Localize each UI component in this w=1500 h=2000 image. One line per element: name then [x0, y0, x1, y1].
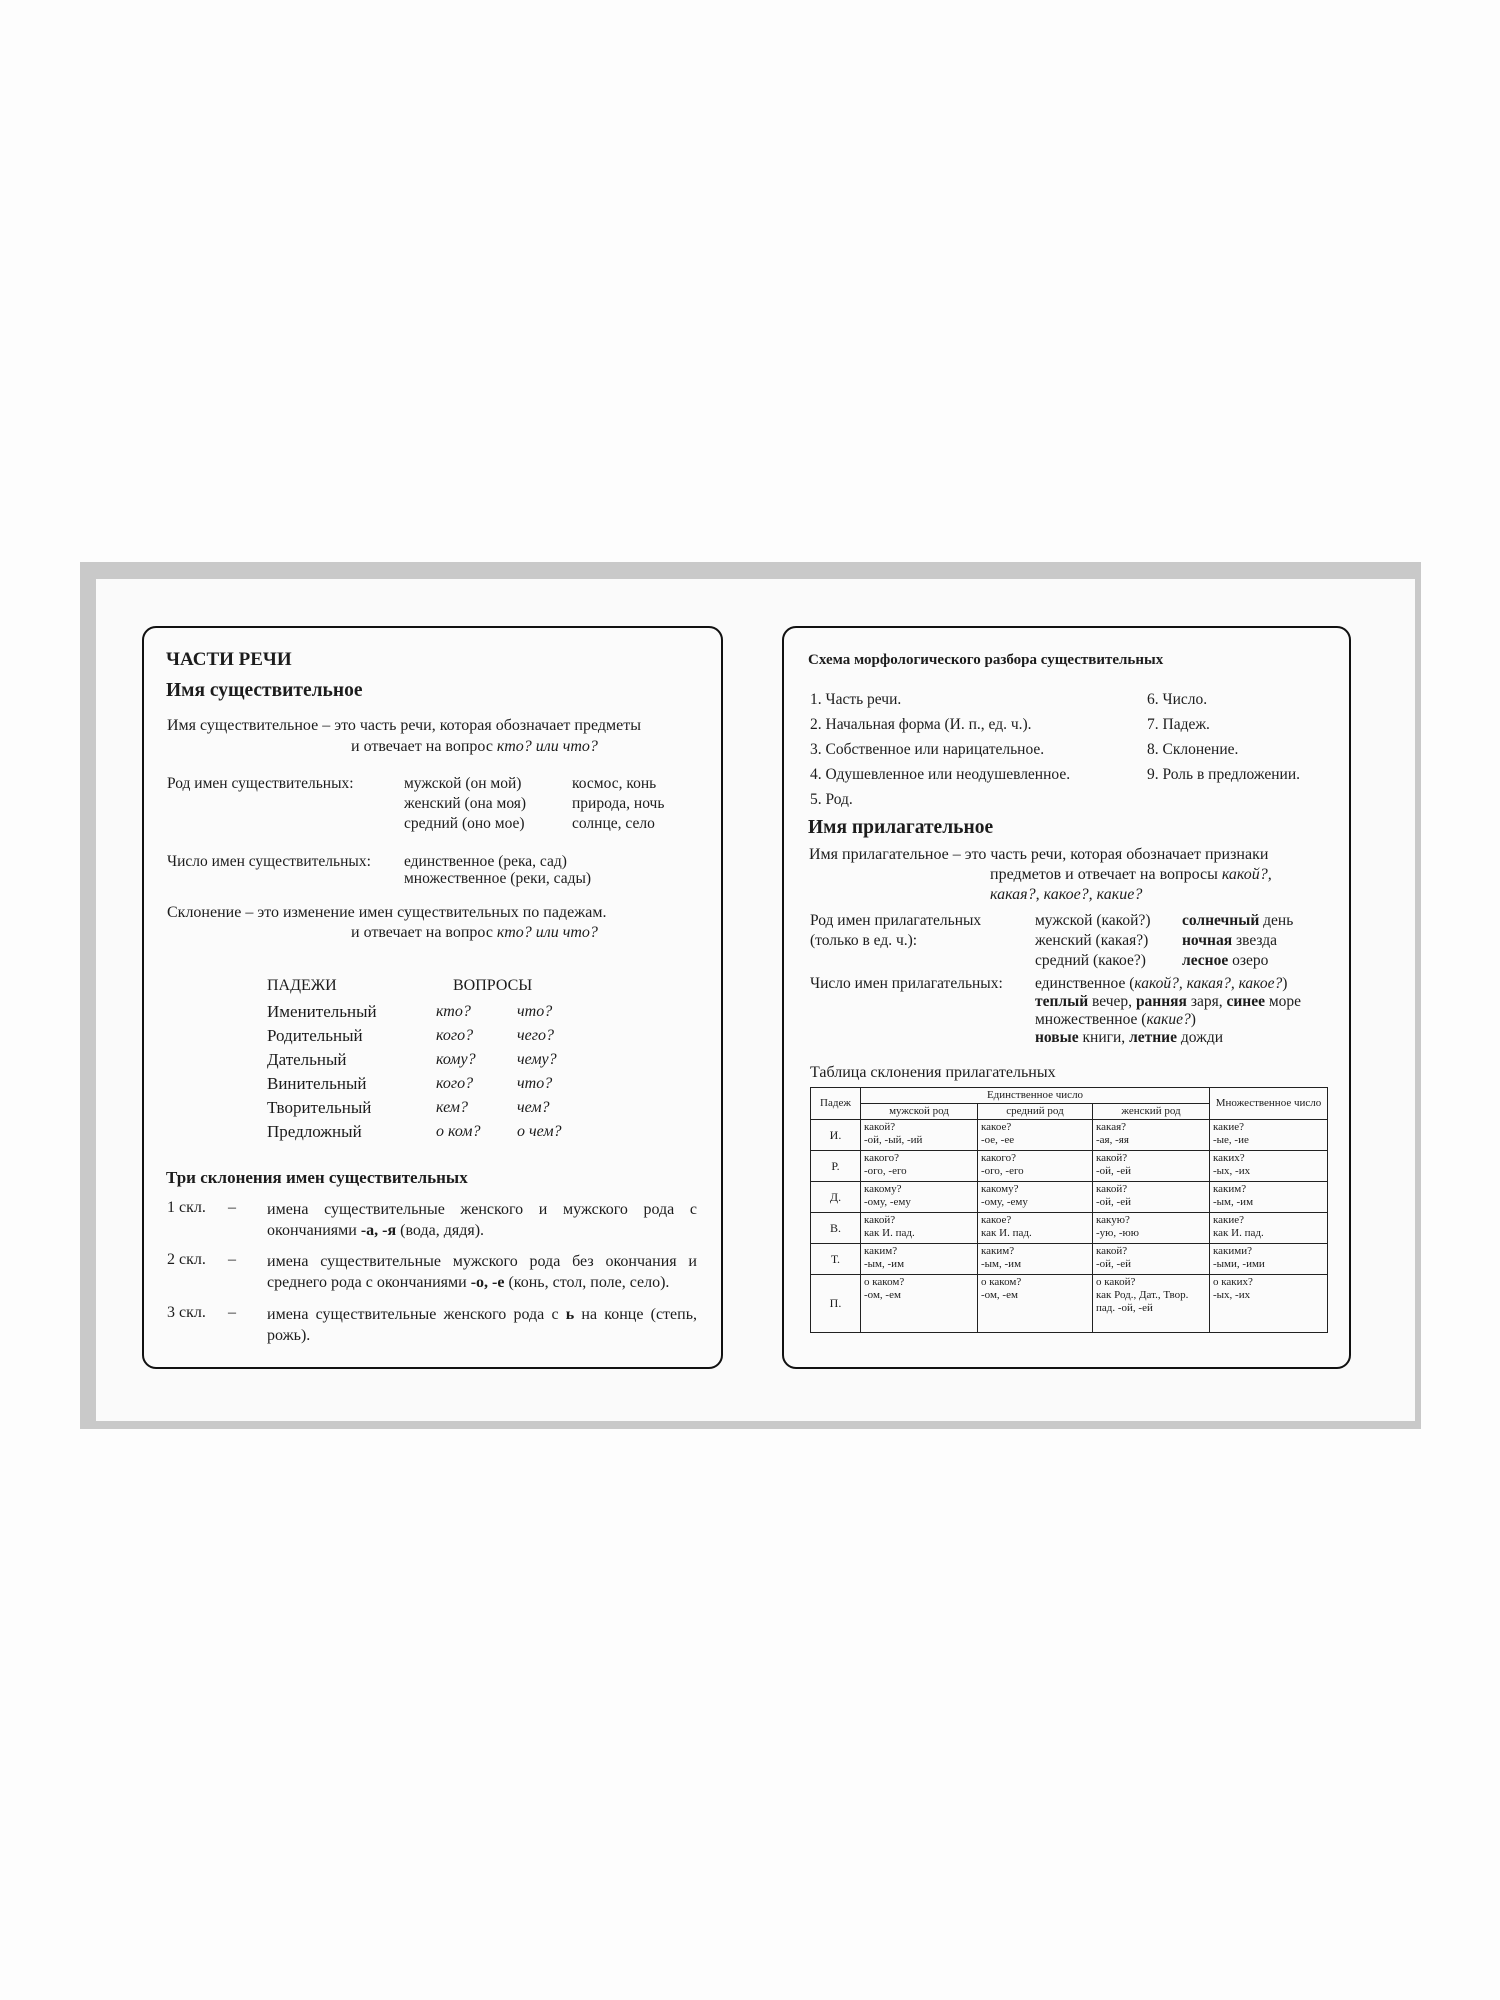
- table-cell: какому? -ому, -ему: [861, 1182, 978, 1213]
- gender-example: солнце, село: [572, 815, 655, 832]
- questions-header: ВОПРОСЫ: [453, 977, 533, 994]
- number-form: множественное (реки, сады): [404, 870, 592, 887]
- case-name: Родительный: [267, 1026, 363, 1045]
- adj-number-example: новые книги, летние дожди: [1035, 1029, 1224, 1046]
- adj-number-label: Число имен прилагательных:: [810, 975, 1003, 992]
- adj-gender-label: (только в ед. ч.):: [810, 932, 918, 949]
- adj-number-plural: множественное (какие?): [1035, 1011, 1196, 1028]
- table-cell: какие? -ые, -ие: [1210, 1120, 1328, 1151]
- header-neuter: средний род: [978, 1104, 1093, 1120]
- case-name: Творительный: [267, 1098, 372, 1117]
- table-cell: какой? -ой, -ей: [1093, 1182, 1210, 1213]
- table-cell: о каком? -ом, -ем: [861, 1275, 978, 1333]
- adj-number-example: теплый вечер, ранняя заря, синее море: [1035, 993, 1302, 1010]
- noun-definition-line1: Имя существительное – это часть речи, которая обозначает предметы: [167, 717, 641, 734]
- case-name: Именительный: [267, 1002, 377, 1021]
- declension-table: [810, 1087, 1328, 1333]
- table-header-row: [811, 1088, 1328, 1104]
- adj-gender-form: мужской (какой?): [1035, 912, 1151, 929]
- case-question: кого?: [436, 1027, 474, 1044]
- table-cell: каким? -ым, -им: [978, 1244, 1093, 1275]
- gender-form: женский (она моя): [404, 795, 527, 812]
- scheme-item: 5. Род.: [810, 791, 853, 808]
- case-name: Винительный: [267, 1074, 367, 1093]
- table-cell: какой? -ой, -ый, -ий: [861, 1120, 978, 1151]
- table-row: [811, 1213, 1328, 1244]
- declension-description: имена существительные женского и мужского рода с окончаниями -а, -я (вода, дядя).: [267, 1201, 697, 1239]
- table-row: [811, 1120, 1328, 1151]
- table-cell: какого? -ого, -его: [861, 1151, 978, 1182]
- case-cell: Т.: [811, 1244, 861, 1275]
- gender-example: космос, конь: [572, 775, 657, 792]
- case-question: кому?: [436, 1051, 476, 1068]
- case-name: Предложный: [267, 1122, 362, 1141]
- case-cell: Д.: [811, 1182, 861, 1213]
- table-cell: какая? -ая, -яя: [1093, 1120, 1210, 1151]
- case-question: о ком?: [436, 1123, 481, 1140]
- number-form: единственное (река, сад): [404, 853, 567, 870]
- header-masculine: мужской род: [861, 1104, 978, 1120]
- case-question: чего?: [517, 1027, 554, 1044]
- scheme-item: 9. Роль в предложении.: [1147, 766, 1301, 783]
- adjective-heading: Имя прилагательное: [808, 817, 994, 838]
- table-cell: какие? как И. пад.: [1210, 1213, 1328, 1244]
- header-plural: Множественное число: [1210, 1088, 1328, 1120]
- table-row: [811, 1182, 1328, 1213]
- adj-gender-example: солнечный день: [1182, 912, 1294, 929]
- case-question: о чем?: [517, 1123, 562, 1140]
- case-question: чем?: [517, 1099, 550, 1116]
- adj-gender-form: женский (какая?): [1035, 932, 1149, 949]
- table-row: [811, 1151, 1328, 1182]
- gender-form: мужской (он мой): [404, 775, 522, 792]
- noun-definition-line2: и отвечает на вопрос кто? или что?: [351, 738, 598, 755]
- table-cell: какое? -ое, -ее: [978, 1120, 1093, 1151]
- table-cell: какое? как И. пад.: [978, 1213, 1093, 1244]
- adj-gender-label: Род имен прилагательных: [810, 912, 982, 929]
- gender-form: средний (оно мое): [404, 815, 525, 832]
- case-question: кто?: [436, 1003, 471, 1020]
- number-label: Число имен существительных:: [167, 853, 371, 870]
- case-cell: П.: [811, 1275, 861, 1333]
- case-name: Дательный: [267, 1050, 347, 1069]
- header-singular: Единственное число: [861, 1088, 1210, 1104]
- adj-gender-example: лесное озеро: [1182, 952, 1269, 969]
- case-cell: И.: [811, 1120, 861, 1151]
- table-row: [811, 1275, 1328, 1333]
- declension-description: имена существительные женского рода с ь на конце (степь, рожь).: [267, 1306, 698, 1344]
- declension-label: 2 скл.: [167, 1251, 206, 1268]
- case-question: что?: [517, 1075, 553, 1092]
- table-cell: о каких? -ых, -их: [1210, 1275, 1328, 1333]
- section-title: ЧАСТИ РЕЧИ: [166, 649, 292, 670]
- adjective-definition-line3: какая?, какое?, какие?: [990, 886, 1143, 903]
- table-cell: какого? -ого, -его: [978, 1151, 1093, 1182]
- adj-number-singular: единственное (какой?, какая?, какое?): [1035, 975, 1288, 992]
- case-cell: В.: [811, 1213, 861, 1244]
- scheme-item: 2. Начальная форма (И. п., ед. ч.).: [810, 716, 1032, 733]
- table-cell: какими? -ыми, -ими: [1210, 1244, 1328, 1275]
- case-cell: Р.: [811, 1151, 861, 1182]
- table-row: [811, 1244, 1328, 1275]
- declension-dash: –: [228, 1199, 236, 1216]
- declension-definition-line2: и отвечает на вопрос кто? или что?: [351, 924, 598, 941]
- header-case: Падеж: [811, 1088, 861, 1120]
- declension-definition-line1: Склонение – это изменение имен существительных по падежам.: [167, 904, 607, 921]
- three-declensions-heading: Три склонения имен существительных: [166, 1168, 468, 1187]
- gender-example: природа, ночь: [572, 795, 665, 812]
- table-cell: какую? -ую, -юю: [1093, 1213, 1210, 1244]
- case-question: что?: [517, 1003, 553, 1020]
- table-cell: о какой? как Род., Дат., Твор. пад. -ой, -ей: [1093, 1275, 1210, 1333]
- table-cell: о каком? -ом, -ем: [978, 1275, 1093, 1333]
- header-feminine: женский род: [1093, 1104, 1210, 1120]
- table-cell: каких? -ых, -их: [1210, 1151, 1328, 1182]
- declension-dash: –: [228, 1304, 236, 1321]
- scheme-heading: Схема морфологического разбора существительных: [808, 652, 1164, 668]
- scheme-item: 6. Число.: [1147, 691, 1208, 708]
- adj-gender-example: ночная звезда: [1182, 932, 1277, 949]
- table-title: Таблица склонения прилагательных: [810, 1064, 1056, 1081]
- noun-heading: Имя существительное: [166, 680, 363, 701]
- declension-label: 1 скл.: [167, 1199, 206, 1216]
- case-question: кого?: [436, 1075, 474, 1092]
- declension-description: имена существительные мужского рода без окончания и среднего рода с окончаниями -о, -е (конь, стол, поле, село).: [267, 1253, 697, 1291]
- scheme-item: 3. Собственное или нарицательное.: [810, 741, 1045, 758]
- scheme-item: 7. Падеж.: [1147, 716, 1210, 733]
- table-cell: какой? -ой, -ей: [1093, 1244, 1210, 1275]
- table-cell: каким? -ым, -им: [861, 1244, 978, 1275]
- adj-gender-form: средний (какое?): [1035, 952, 1146, 969]
- adjective-definition-line2: предметов и отвечает на вопросы какой?,: [990, 866, 1272, 883]
- scheme-item: 8. Склонение.: [1147, 741, 1239, 758]
- table-cell: какому? -ому, -ему: [978, 1182, 1093, 1213]
- cases-header: ПАДЕЖИ: [267, 977, 337, 994]
- scheme-item: 4. Одушевленное или неодушевленное.: [810, 766, 1071, 783]
- case-question: кем?: [436, 1099, 468, 1116]
- table-cell: каким? -ым, -им: [1210, 1182, 1328, 1213]
- declension-dash: –: [228, 1251, 236, 1268]
- table-cell: какой? как И. пад.: [861, 1213, 978, 1244]
- adjective-definition-line1: Имя прилагательное – это часть речи, которая обозначает признаки: [809, 846, 1269, 863]
- table-cell: какой? -ой, -ей: [1093, 1151, 1210, 1182]
- gender-label: Род имен существительных:: [167, 775, 354, 792]
- scheme-item: 1. Часть речи.: [810, 691, 902, 708]
- case-question: чему?: [517, 1051, 557, 1068]
- declension-label: 3 скл.: [167, 1304, 206, 1321]
